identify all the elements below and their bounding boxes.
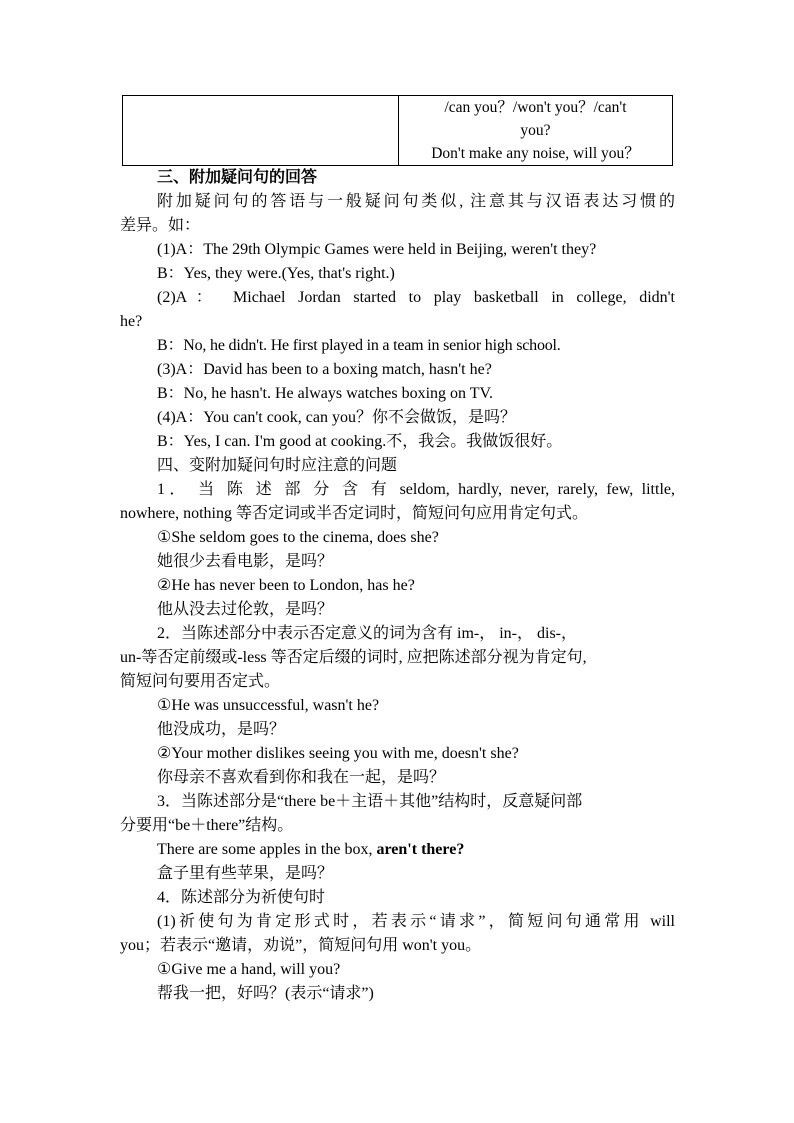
example-line: ①He was unsuccessful, wasn't he? (157, 697, 380, 714)
paragraph-line: 3．当陈述部分是“there be＋主语＋其他”结构时，反意疑问部 (157, 793, 583, 810)
example-translation: 帮我一把，好吗？(表示“请求”) (157, 985, 374, 1002)
example-line: B：No, he hasn't. He always watches boxing on TV. (157, 385, 494, 402)
example-line: ①She seldom goes to the cinema, does she? (157, 529, 439, 546)
table-cell-line: Don't make any noise, will you？ (431, 145, 640, 162)
paragraph-line: 分要用“be＋there”结构。 (120, 817, 294, 834)
example-line: (2)A： Michael Jordan started to play basketball in college, didn't (157, 289, 675, 306)
paragraph-line: (1)祈使句为肯定形式时，若表示“请求”，简短问句通常用 will (157, 913, 675, 930)
table-cell-empty (123, 96, 399, 166)
example-line: ②He has never been to London, has he? (157, 577, 415, 594)
example-translation: 盒子里有些苹果，是吗？ (157, 865, 334, 882)
document-page (120, 95, 675, 1006)
example-line: B：Yes, they were.(Yes, that's right.) (157, 265, 395, 282)
paragraph-line: 4．陈述部分为祈使句时 (157, 889, 326, 906)
example-translation: 你母亲不喜欢看到你和我在一起，是吗？ (157, 769, 446, 786)
example-line: (3)A：David has been to a boxing match, hasn't he? (157, 361, 492, 378)
section-heading-notes: 四、变附加疑问句时应注意的问题 (157, 457, 398, 474)
table-cell-content (399, 96, 673, 166)
example-line: ①Give me a hand, will you? (157, 961, 341, 978)
section-heading-answers: 三、附加疑问句的回答 (157, 169, 318, 186)
grammar-table (122, 95, 673, 166)
table-cell-line: /can you？/won't you？/can't (444, 99, 627, 116)
example-line: (1)A：The 29th Olympic Games were held in Beijing, weren't they? (157, 241, 597, 258)
example-line (120, 838, 675, 862)
paragraph-line: 2．当陈述部分中表示否定意义的词为含有 im-， in-， dis-， (157, 625, 577, 642)
paragraph-line: you；若表示“邀请，劝说”，简短问句用 won't you。 (120, 937, 482, 954)
example-translation: 他从没去过伦敦，是吗？ (157, 601, 334, 618)
example-translation: 他没成功，是吗？ (157, 721, 286, 738)
paragraph-line: nowhere, nothing 等否定词或半否定词时，简短问句应用肯定句式。 (120, 505, 588, 522)
paragraph-line: 简短问句要用否定式。 (120, 673, 281, 690)
example-line: B：No, he didn't. He first played in a team in senior high school. (157, 337, 561, 354)
example-line: ②Your mother dislikes seeing you with me, doesn't she? (157, 745, 519, 762)
example-text: There are some apples in the box, (157, 841, 377, 858)
table-cell-line: you? (520, 122, 551, 139)
paragraph-line: un-等否定前缀或-less 等否定后缀的词时, 应把陈述部分视为肯定句, (120, 649, 587, 666)
table-row (123, 96, 673, 166)
example-line: B：Yes, I can. I'm good at cooking.不，我会。我做饭很好。 (157, 433, 563, 450)
example-line: he? (120, 313, 143, 330)
paragraph-line: 1． 当 陈 述 部 分 含 有 seldom, hardly, never, rarely, few, little, (157, 481, 675, 498)
example-translation: 她很少去看电影，是吗？ (157, 553, 334, 570)
example-tag-bold: aren't there? (376, 841, 465, 858)
example-line: (4)A：You can't cook, can you？你不会做饭，是吗？ (157, 409, 517, 426)
paragraph-line: 附加疑问句的答语与一般疑问句类似, 注意其与汉语表达习惯的 (157, 193, 675, 210)
paragraph-line: 差异。如： (120, 217, 201, 234)
